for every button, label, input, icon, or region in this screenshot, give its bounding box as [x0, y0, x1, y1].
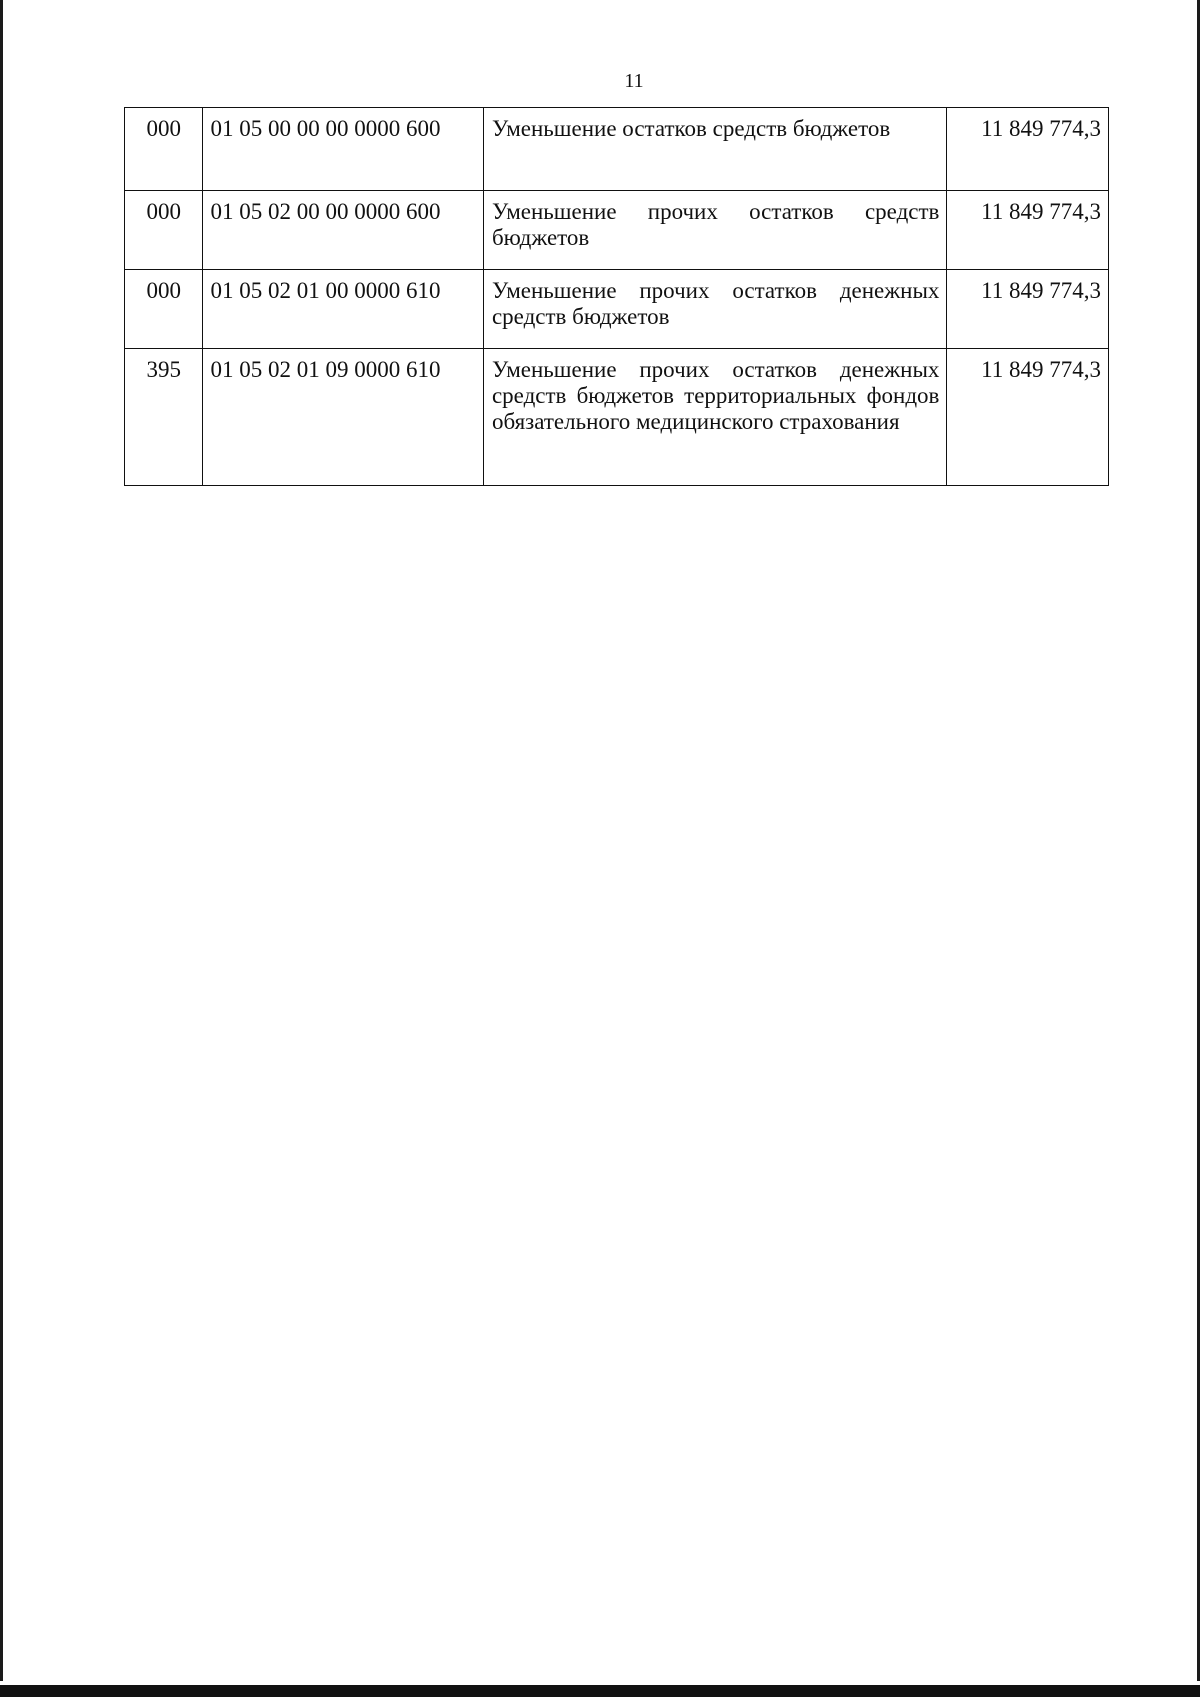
- name-cell: Уменьшение прочих остатков средств бюджетов: [483, 191, 946, 270]
- name-cell: Уменьшение прочих остатков денежных средств бюджетов: [483, 270, 946, 349]
- budget-code-cell: 01 05 02 01 00 0000 610: [202, 270, 483, 349]
- scan-edge-bottom: [0, 1685, 1200, 1697]
- name-cell: Уменьшение прочих остатков денежных средств бюджетов территориальных фондов обязательного медицинского страхования: [483, 349, 946, 486]
- table-row: [125, 349, 1109, 486]
- admin-code-cell: 000: [125, 108, 203, 191]
- table-row: [125, 108, 1109, 191]
- admin-code-cell: 395: [125, 349, 203, 486]
- amount-cell: 11 849 774,3: [947, 108, 1109, 191]
- table-row: [125, 191, 1109, 270]
- table-row: [125, 270, 1109, 349]
- page-number: 11: [624, 70, 644, 92]
- budget-code-cell: 01 05 02 01 09 0000 610: [202, 349, 483, 486]
- admin-code-cell: 000: [125, 270, 203, 349]
- budget-table: [124, 107, 1109, 486]
- name-cell: Уменьшение остатков средств бюджетов: [483, 108, 946, 191]
- amount-cell: 11 849 774,3: [947, 270, 1109, 349]
- admin-code-cell: 000: [125, 191, 203, 270]
- scan-edge-left: [0, 0, 3, 1697]
- amount-cell: 11 849 774,3: [947, 349, 1109, 486]
- budget-code-cell: 01 05 00 00 00 0000 600: [202, 108, 483, 191]
- budget-code-cell: 01 05 02 00 00 0000 600: [202, 191, 483, 270]
- amount-cell: 11 849 774,3: [947, 191, 1109, 270]
